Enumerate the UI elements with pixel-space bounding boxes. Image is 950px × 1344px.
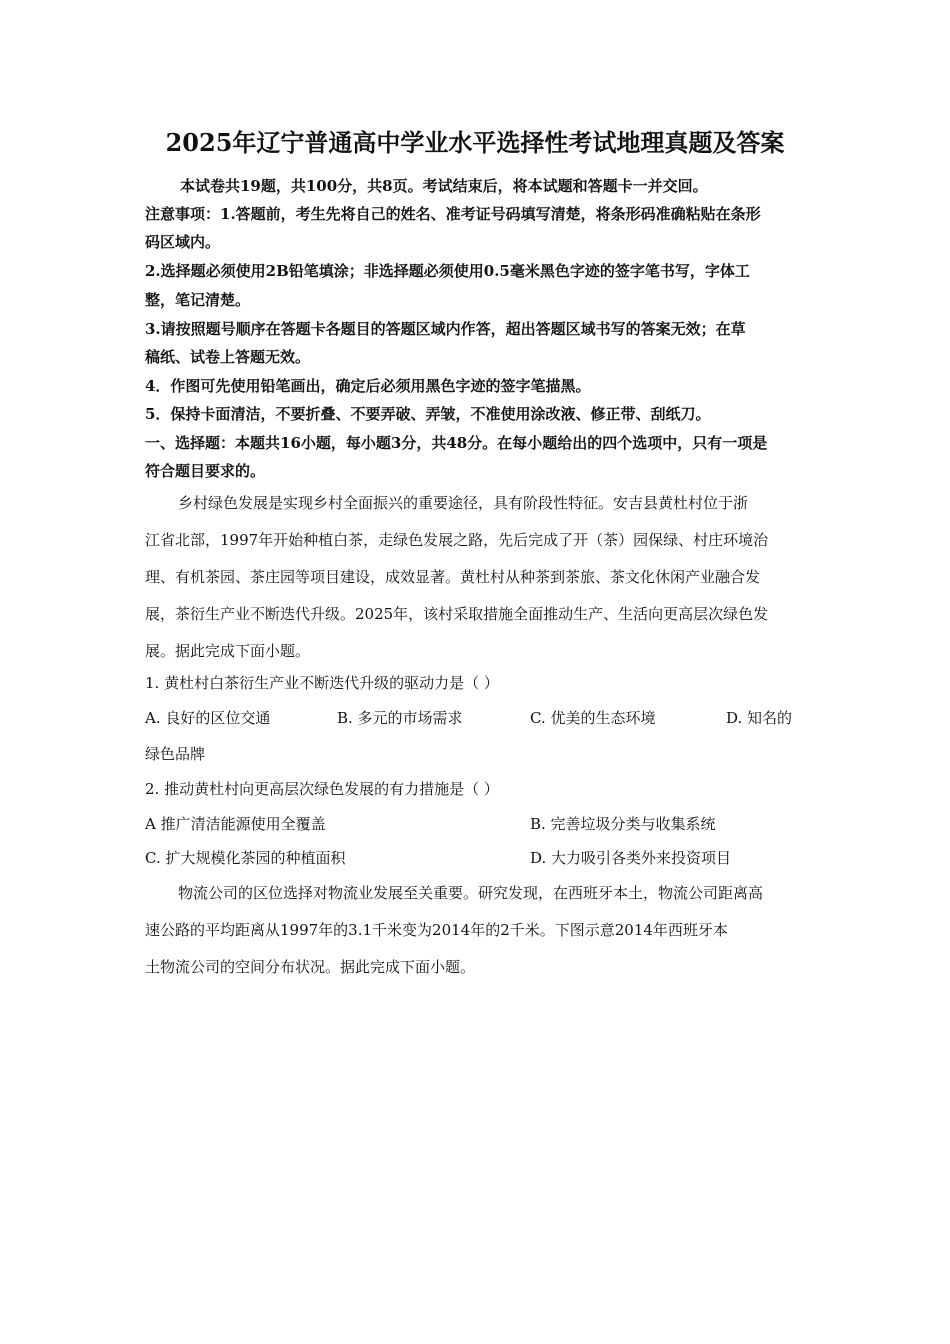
q2-option-c: C. 扩大规模化茶园的种植面积 [145,849,346,867]
passage1-line-3: 理、有机茶园、茶庄园等项目建设，成效显著。黄杜村从种茶到茶旅、茶文化休闲产业融合发 [145,568,761,586]
notes-line-1: 注意事项：1.答题前，考生先将自己的姓名、准考证号码填写清楚，将条形码准确粘贴在条形 [145,205,761,223]
passage1-line-5: 展。据此完成下面小题。 [145,642,311,660]
passage2-line-2: 速公路的平均距离从1997年的3.1千米变为2014年的2千米。下图示意2014年西班牙本 [145,921,728,939]
q1-option-a: A. 良好的区位交通 [145,709,271,727]
q1-option-b: B. 多元的市场需求 [337,709,463,727]
notes-line-8: 5．保持卡面清洁，不要折叠、不要弄破、弄皱，不准使用涂改液、修正带、刮纸刀。 [145,405,711,423]
notes-line-7: 4．作图可先使用铅笔画出，确定后必须用黑色字迹的签字笔描黑。 [145,377,591,395]
notes-line-3: 2.选择题必须使用2B铅笔填涂；非选择题必须使用0.5毫米黑色字迹的签字笔书写，字体工 [145,262,750,280]
passage2-line-3: 土物流公司的空间分布状况。据此完成下面小题。 [145,958,476,976]
q1-option-d: D. 知名的 [726,709,793,727]
intro-text: 本试卷共19题，共100分，共8页。考试结束后，将本试题和答题卡一并交回。 [180,177,708,195]
notes-line-5: 3.请按照题号顺序在答题卡各题目的答题区域内作答，超出答题区域书写的答案无效；在草 [145,320,746,338]
q1-stem: 1. 黄杜村白茶衍生产业不断迭代升级的驱动力是（ ） [145,674,499,692]
notes-line-2: 码区域内。 [145,233,221,251]
q2-stem: 2. 推动黄杜村向更高层次绿色发展的有力措施是（ ） [145,780,499,798]
section-heading-line-1: 一、选择题：本题共16小题，每小题3分，共48分。在每小题给出的四个选项中，只有一项是 [145,434,768,452]
notes-line-6: 稿纸、试卷上答题无效。 [145,348,311,366]
passage2-line-1: 物流公司的区位选择对物流业发展至关重要。研究发现，在西班牙本土，物流公司距离高 [178,884,764,902]
q1-option-c: C. 优美的生态环境 [530,709,656,727]
q2-option-b: B. 完善垃圾分类与收集系统 [530,815,716,833]
q2-option-d: D. 大力吸引各类外来投资项目 [530,849,732,867]
passage1-line-1: 乡村绿色发展是实现乡村全面振兴的重要途径，具有阶段性特征。安吉县黄杜村位于浙 [178,494,749,512]
q1-option-d-continued: 绿色品牌 [145,745,206,763]
notes-line-4: 整，笔记清楚。 [145,291,251,309]
page-title: 2025年辽宁普通高中学业水平选择性考试地理真题及答案 [165,128,785,157]
passage1-line-2: 江省北部，1997年开始种植白茶，走绿色发展之路，先后完成了开（茶）园保绿、村庄环境治 [145,531,769,549]
section-heading-line-2: 符合题目要求的。 [145,462,266,480]
passage1-line-4: 展，茶衍生产业不断迭代升级。2025年，该村采取措施全面推动生产、生活向更高层次绿色发 [145,605,769,623]
q2-option-a: A 推广清洁能源使用全覆盖 [145,815,326,833]
